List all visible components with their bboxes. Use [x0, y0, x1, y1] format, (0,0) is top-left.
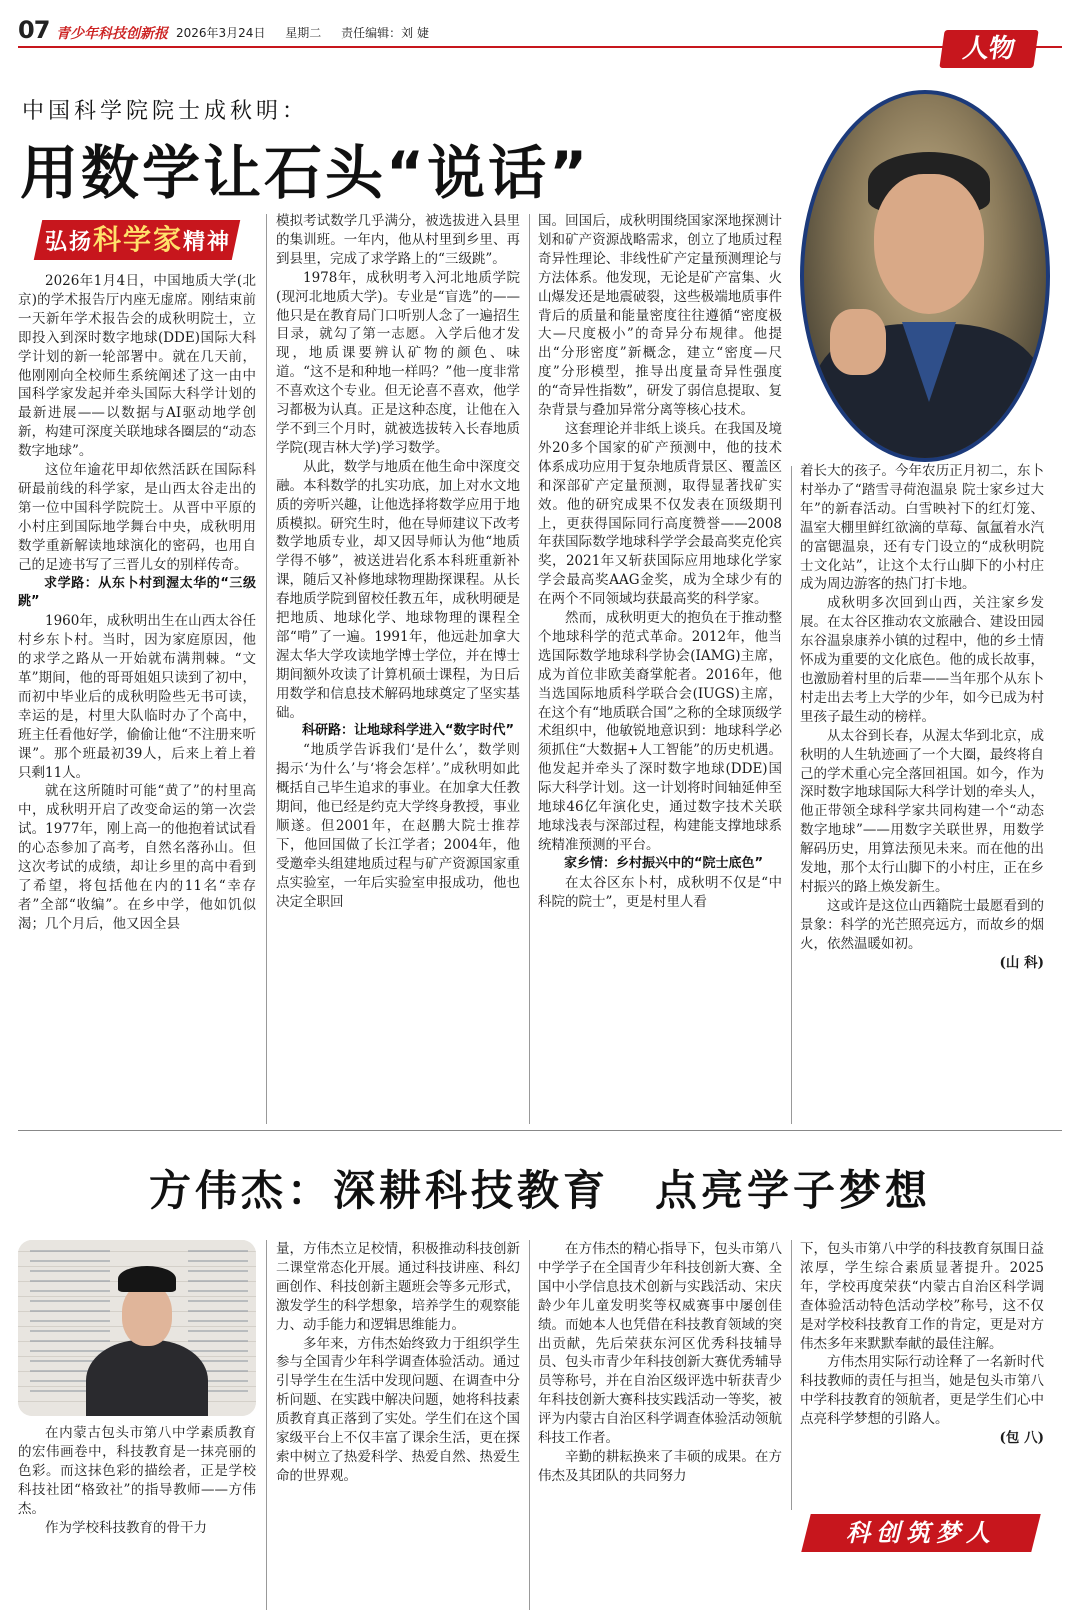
article1-column-3 — [538, 212, 782, 1122]
paragraph: 多年来，方伟杰始终致力于组织学生参与全国青少年科学调查体验活动。通过引导学生在生活中发现问题、在调查中分析问题、在实践中解决问题，她将科技素质教育真正落到了实处。学生们在这个国家级平台上不仅丰富了课余生活，更在探索中树立了热爱科学、热爱自然、热爱生命的世界观。 — [276, 1335, 520, 1484]
column-divider — [791, 466, 792, 1124]
paragraph: 着长大的孩子。今年农历正月初二，东卜村举办了“踏雪寻荷泡温泉 院士家乡过大年”的新春活动。白雪映衬下的红灯笼、温室大棚里鲜红欲滴的草莓、氤氲着水汽的富锶温泉，还有专门设立的“成秋明院士文化站”，让这个太行山脚下的小村庄成为周边游客的热门打卡地。 — [800, 463, 1044, 593]
article1-column-4 — [800, 462, 1044, 1122]
editor-credit: 责任编辑：刘 婕 — [341, 26, 429, 40]
paragraph: 2026年1月4日，中国地质大学(北京)的学术报告厅内座无虚席。刚结束前一天新年学术报告会的成秋明院士，立即投入到深时数字地球(DDE)国际大科学计划的新一轮部署中。就在几天前，他刚刚向全校师生系统阐述了这一由中国科学家发起并牵头国际大科学计划的最新进展——以数据与AI驱动地学创新，构建可深度关联地球各圈层的“动态数字地球”。 — [18, 273, 256, 460]
article-headline: 用数学让石头“说话” — [20, 139, 591, 207]
article1-column-1 — [18, 272, 256, 1122]
paragraph: 从此，数学与地质在他生命中深度交融。本科数学的扎实功底，加上对水文地质的旁听兴趣，让他选择将数学应用于地质模拟。研究生时，他在导师建议下改考数学地质专业，却又因导师认为他“地质学得不够”，被送进岩化系本科班重新补课，随后又补修地球物理勘探课程。从长春地质学院到留校任教五年，成秋明硬是把地质、地球化学、地球物理的课程全部“啃”了一遍。1991年，他远赴加拿大渥太华大学攻读地学博士学位，并在博士期间额外攻读了计算机硕士课程，为日后用数学和信息技术解码地球奠定了坚实基础。 — [276, 458, 520, 721]
paragraph: 在太谷区东卜村，成秋明不仅是“中科院的院士”，更是村里人看 — [538, 874, 782, 910]
paragraph: 在方伟杰的精心指导下，包头市第八中学学子在全国青少年科技创新大赛、全国中小学信息技术创新与实践活动、宋庆龄少年儿童发明奖等权威赛事中屡创佳绩。而她本人也凭借在科技教育领域的突出贡献，先后荣获东河区优秀科技辅导员、包头市青少年科技创新大赛优秀辅导员等称号，并在自治区级评选中斩获青少年科技创新大赛科技实践活动一等奖，被评为内蒙古自治区科学调查体验活动领航科技工作者。 — [538, 1241, 782, 1447]
paragraph: “地质学告诉我们‘是什么’，数学则揭示‘为什么’与‘将会怎样’。”成秋明如此概括自己毕生追求的事业。在加拿大任教期间，他已经是约克大学终身教授，事业顺遂。但2001年，在赵鹏大院士推荐下，他回国做了长江学者；2004年，他受邀牵头组建地质过程与矿产资源国家重点实验室，一年后实验室申报成功，他也决定全职回 — [276, 742, 520, 910]
paragraph: 方伟杰用实际行动诠释了一名新时代科技教师的责任与担当，她是包头市第八中学科技教育的领航者，更是学生们心中点亮科学梦想的引路人。 — [800, 1354, 1044, 1428]
paragraph: 这套理论并非纸上谈兵。在我国及境外20多个国家的矿产预测中，他的技术体系成功应用于复杂地质背景区、覆盖区和深部矿产定量预测，取得显著找矿实效。他的研究成果不仅发表在顶级期刊上，更获得国际同行高度赞誉——2008年获国际数学地球科学学会最高奖克伦宾奖，2021年又斩获国际应用地球化学家学会最高奖AAG金奖，成为全球少有的在两个不同领域均获最高奖的科学家。 — [538, 420, 782, 608]
article2-column-1 — [18, 1424, 256, 1610]
column-divider — [791, 1240, 792, 1510]
byline: (包 八) — [999, 1430, 1044, 1447]
article2-column-4 — [800, 1240, 1044, 1508]
article1-column-2 — [276, 212, 520, 1122]
paragraph: 辛勤的耕耘换来了丰硕的成果。在方伟杰及其团队的共同努力 — [538, 1448, 782, 1484]
paragraph: 模拟考试数学几乎满分，被选拔进入县里的集训班。一年内，他从村里到乡里、再到县里，完成了求学路上的“三级跳”。 — [276, 213, 520, 267]
paragraph: 这或许是这位山西籍院士最愿看到的景象：科学的光芒照亮远方，而故乡的烟火，依然温暖如初。 — [800, 897, 1044, 952]
newspaper-name: 青少年科技创新报 — [56, 26, 168, 42]
column-divider — [266, 1240, 267, 1610]
paragraph: 然而，成秋明更大的抱负在于推动整个地球科学的范式革命。2012年，他当选国际数学地球科学协会(IAMG)主席，成为首位非欧美裔掌舵者。2016年，他当选国际地质科学联合会(IUGS)主席，在这个有“地质联合国”之称的全球顶级学术组织中，他敏锐地意识到：地球科学必须抓住“大数据+人工智能”的历史机遇。他发起并牵头了深时数字地球(DDE)国际大科学计划。这一计划将时间轴延伸至地球46亿年演化史，通过数字技术关联地球浅表与深部过程，构建能支撑地球系统精准预测的平台。 — [538, 610, 782, 853]
article2-column-3 — [538, 1240, 782, 1610]
column-divider — [266, 214, 267, 1124]
page-header — [18, 16, 1058, 44]
issue-meta — [176, 24, 445, 41]
byline: (山 科) — [999, 954, 1044, 971]
page-number: 07 — [18, 16, 50, 44]
column-divider — [529, 214, 530, 1124]
paragraph: 作为学校科技教育的骨干力 — [45, 1519, 207, 1536]
teacher-photo — [18, 1240, 256, 1416]
subheading: 科研路：让地球科学进入“数字时代” — [302, 723, 515, 739]
spirit-pre: 弘扬 — [44, 230, 93, 255]
paragraph: 成秋明多次回到山西，关注家乡发展。在太谷区推动农文旅融合、建设田园东谷温泉康养小镇的过程中，他的乡土情怀成为重要的文化底色。他的成长故事，也激励着村里的后辈——当年那个从东卜村走出去考上大学的少年，如今已成为村里孩子最生动的榜样。 — [800, 595, 1044, 725]
article-divider — [18, 1130, 1062, 1131]
subheading: 求学路：从东卜村到渥太华的“三级跳” — [18, 575, 256, 610]
paragraph: 国。回国后，成秋明围绕国家深地探测计划和矿产资源战略需求，创立了地质过程奇异性理论、非线性矿产定量预测理论与方法体系。他发现，无论是矿产富集、火山爆发还是地震破裂，这些极端地质事件背后的质量和能量密度往往遵循“密度极大—尺度极小”的奇异分布规律。他提出“分形密度”新概念，建立“密度—尺度”分形模型，推导出度量奇异性强度的“奇异性指数”，研发了弱信息提取、复杂背景与叠加异常分离等核心技术。 — [538, 213, 782, 419]
paragraph: 1960年，成秋明出生在山西太谷任村乡东卜村。当时，因为家庭原因，他的求学之路从一开始就布满荆棘。“文革”期间，他的哥哥姐姐只读到了初中，而初中毕业后的成秋明险些无书可读，幸运的是，村里大队临时办了个高中，班主任看他好学，偷偷让他“不注册来听课”。那个班最初39人，后来上着上着只剩11人。 — [18, 613, 256, 781]
paragraph: 下，包头市第八中学的科技教育氛围日益浓厚，学生综合素质显著提升。2025年，学校再度荣获“内蒙古自治区科学调查体验活动特色活动学校”称号，这不仅是对学校科技教育工作的肯定，更是对方伟杰多年来默默奉献的最佳注解。 — [800, 1241, 1044, 1352]
paragraph: 就在这所随时可能“黄了”的村里高中，成秋明开启了改变命运的第一次尝试。1977年，刚上高一的他抱着试试看的心态参加了高考，自然名落孙山。但这次考试的成绩，却让乡里的高中看到了希望，将包括他在内的11名“幸存者”全部“收编”。在乡中学，他如饥似渴；几个月后，他又因全县 — [18, 783, 256, 932]
column-divider — [529, 1240, 530, 1610]
subheading: 家乡情：乡村振兴中的“院士底色” — [564, 855, 764, 871]
paragraph: 量，方伟杰立足校情，积极推动科技创新二课堂常态化开展。通过科技讲座、科幻画创作、科技创新主题班会等多元形式，激发学生的科学想象，培养学生的观察能力、动手能力和逻辑思维能力。 — [276, 1241, 520, 1333]
column-banner-text: 科创筑梦人 — [846, 1519, 996, 1547]
article2-headline: 方伟杰：深耕科技教育 点亮学子梦想 — [148, 1166, 931, 1215]
spirit-post: 精神 — [183, 230, 232, 255]
portrait-photo — [800, 90, 1050, 462]
paragraph: 这位年逾花甲却依然活跃在国际科研最前线的科学家，是山西太谷走出的第一位中国科学院院士。从晋中平原的小村庄到国际地学舞台中央，成秋明用数学重新解读地球演化的密码，也用自己的足迹书写了三晋儿女的别样传奇。 — [18, 462, 256, 573]
section-tag: 人物 — [939, 30, 1038, 68]
spirit-big: 科学家 — [92, 223, 183, 256]
paragraph: 从太谷到长春，从渥太华到北京，成秋明的人生轨迹画了一个大圈，最终将自己的学术重心完全落回祖国。如今，作为深时数字地球国际大科学计划的牵头人，他正带领全球科学家共同构建一个“动态数字地球”——用数字关联世界，用数学解码历史，用算法预见未来。而在他的出发地，那个太行山脚下的小村庄，正在乡村振兴的路上焕发新生。 — [800, 727, 1044, 895]
issue-weekday: 星期二 — [285, 26, 322, 40]
paragraph: 在内蒙古包头市第八中学素质教育的宏伟画卷中，科技教育是一抹亮丽的色彩。而这抹色彩的描绘者，正是学校科技社团“格致社”的指导教师——方伟杰。 — [18, 1425, 256, 1517]
spirit-banner-text — [40, 221, 236, 259]
article2-column-2 — [276, 1240, 520, 1610]
article-kicker: 中国科学院院士成秋明： — [22, 99, 309, 124]
issue-date: 2026年3月24日 — [176, 26, 266, 40]
header-rule — [18, 46, 1062, 48]
paragraph: 1978年，成秋明考入河北地质学院(现河北地质大学)。专业是“盲选”的——他只是在教育局门口听别人念了一遍招生目录，就勾了第一志愿。入学后他才发现，地质课要辨认矿物的颜色、味道。“这不是和种地一样吗？”他一度非常不喜欢这个专业。但无论喜不喜欢，他学习都极为认真。正是这种态度，让他在入学不到三个月时，就被选拔转入长春地质学院(现吉林大学)学习数学。 — [276, 269, 520, 456]
